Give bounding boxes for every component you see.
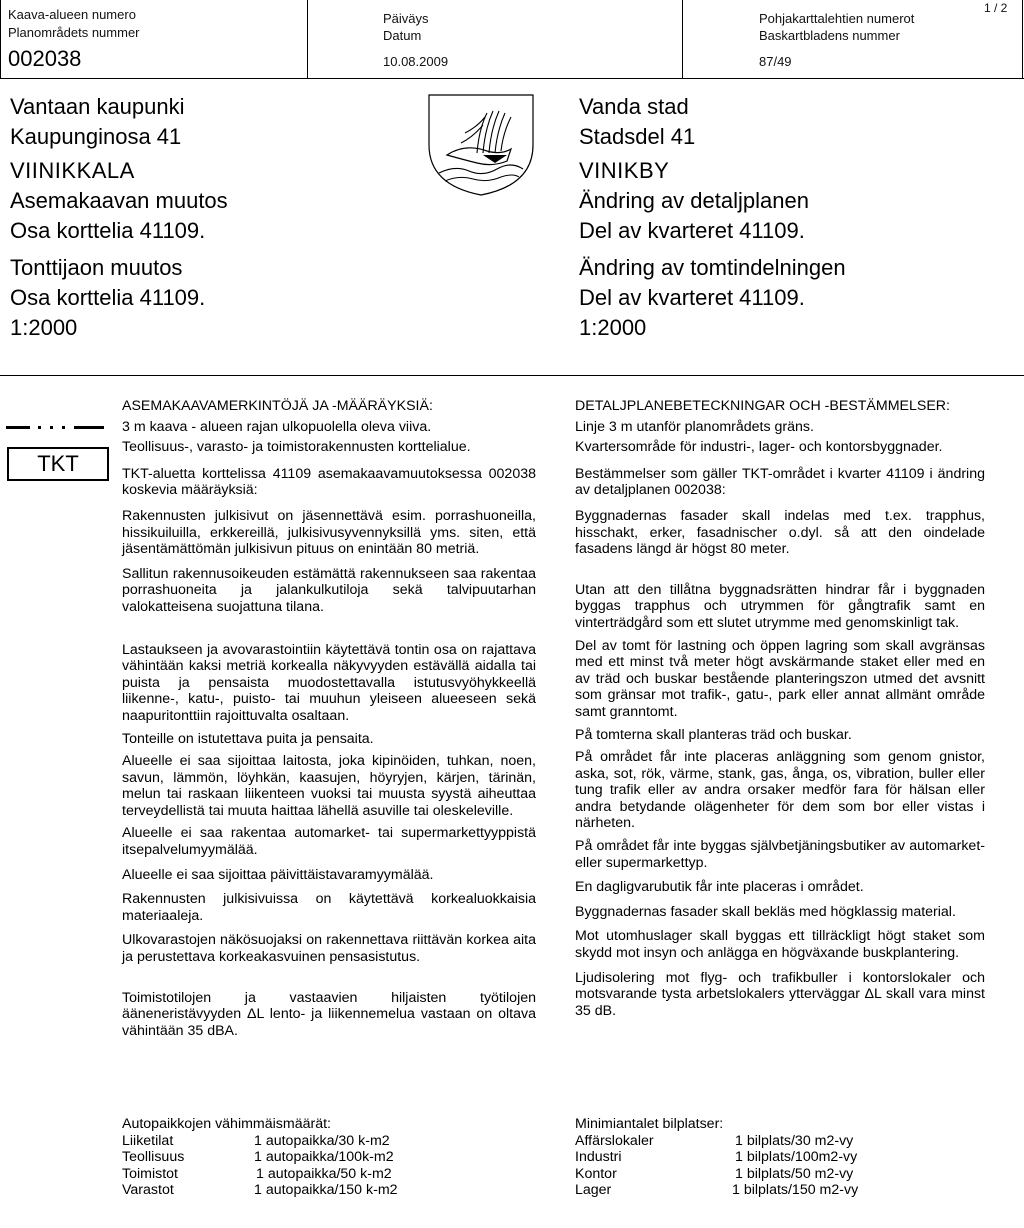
- date-label-fi: Päiväys: [383, 11, 429, 26]
- parking-row: [122, 1166, 536, 1183]
- area-number: 002038: [8, 46, 82, 71]
- rule-8-fi: Rakennusten julkisivuissa on käytettävä korkealuokkaisia materiaaleja.: [122, 891, 536, 924]
- parking-type: Toimistot: [122, 1165, 178, 1182]
- rule-10-fi: Toimistotilojen ja vastaavien hiljaisten työtilojen ääneneristävyyden ΔL lento- ja liikennemelua vastaan on oltava vähintään 35 dBA.: [122, 989, 536, 1039]
- title-block-sv: [579, 92, 846, 343]
- change2-sv: Ändring av tomtindelningen: [579, 255, 846, 280]
- tkt-rules-heading-sv: Bestämmelser som gäller TKT-området i kvarter 41109 i ändring av detaljplanen 002038:: [575, 465, 985, 499]
- district-sv: Stadsdel 41: [579, 124, 696, 149]
- rule-3-sv: Del av tomt för lastning och öppen lagring som skall avgränsas med ett minst två meter högt avskärmande staket eller med en av träd och buskar bestående planteringszon utmed det avsnitt som gränsar mot trafik-, gatu-, park eller annat allmänt område samt granntomt.: [575, 637, 985, 720]
- parking-row: [122, 1149, 536, 1166]
- parking-type: Teollisuus: [122, 1149, 185, 1166]
- parking-type: Varastot: [122, 1182, 174, 1199]
- parking-value: 1 bilplats/100m2-vy: [735, 1149, 858, 1166]
- rule-8-sv: Byggnadernas fasader skall bekläs med högklassig material.: [575, 903, 956, 920]
- area-number-label-sv: Planområdets nummer: [8, 25, 140, 40]
- parking-row: [575, 1166, 985, 1183]
- change1-part-sv: Del av kvarteret 41109.: [579, 218, 805, 243]
- rule-9-fi: Ulkovarastojen näkösuojaksi on rakennettava riittävän korkea aita ja perustettava korkeakasvuinen pensasistutus.: [122, 932, 536, 966]
- parking-row: [122, 1133, 536, 1150]
- parking-type: Lager: [575, 1182, 612, 1199]
- city-fi: Vantaan kaupunki: [10, 94, 185, 119]
- rule-6-fi: Alueelle ei saa rakentaa automarket- tai supermarkettyyppistä itsepalvelumyymälää.: [122, 825, 536, 859]
- rule-2-sv: Utan att den tillåtna byggnadsrätten hindrar får i byggnaden byggas trapphus och utrymmen för gångtrafik samt en vinterträdgård som ett slutet utrymme med genomskinligt tak.: [575, 581, 985, 631]
- tkt-definition-fi: Teollisuus-, varasto- ja toimistorakennusten korttelialue.: [122, 439, 471, 456]
- boundary-line-dot: [62, 426, 65, 429]
- header-border-right: [1022, 0, 1023, 78]
- header-divider: [682, 0, 683, 78]
- date: 10.08.2009: [383, 54, 449, 69]
- parking-row: [575, 1133, 985, 1150]
- header-divider: [307, 0, 308, 78]
- rule-7-fi: Alueelle ei saa sijoittaa päivittäistavaramyymälää.: [122, 866, 434, 883]
- parking-value: 1 bilplats/150 m2-vy: [732, 1182, 859, 1199]
- change1-sv: Ändring av detaljplanen: [579, 188, 809, 213]
- parking-row: [575, 1149, 985, 1166]
- regulations-fi: [122, 398, 536, 1045]
- parking-sv: [575, 1116, 985, 1199]
- parking-value: 1 autopaikka/150 k-m2: [254, 1182, 398, 1199]
- tkt-definition-sv: Kvartersområde för industri-, lager- och kontorsbyggnader.: [575, 439, 943, 456]
- line-definition-fi: 3 m kaava - alueen rajan ulkopuolella oleva viiva.: [122, 418, 432, 435]
- boundary-line-dot: [38, 426, 41, 429]
- header-bottom-rule: [0, 78, 1024, 79]
- page-number: 1 / 2: [984, 1, 1008, 15]
- header-border-left: [0, 0, 1, 78]
- change2-fi: Tonttijaon muutos: [10, 255, 183, 280]
- rule-4-sv: På tomterna skall planteras träd och buskar.: [575, 726, 852, 743]
- parking-heading-fi: Autopaikkojen vähimmäismäärät:: [122, 1116, 331, 1132]
- parking-value: 1 autopaikka/30 k-m2: [254, 1132, 390, 1149]
- rule-9-sv: Mot utomhuslager skall byggas ett tillräckligt högt staket som skydd mot insyn och anlägga en högväxande buskplantering.: [575, 928, 985, 962]
- rule-10-sv: Ljudisolering mot flyg- och trafikbuller i kontorslokaler och motsvarande tysta arbetslokalers ytterväggar ΔL skall vara minst 35 dB.: [575, 969, 985, 1019]
- scale-sv: 1:2000: [579, 315, 647, 340]
- parking-row: [122, 1182, 536, 1199]
- change2-part-fi: Osa korttelia 41109.: [10, 285, 206, 310]
- title-block-fi: [10, 92, 228, 343]
- parking-fi: [122, 1116, 536, 1199]
- tkt-symbol: TKT: [7, 447, 109, 481]
- parking-value: 1 bilplats/50 m2-vy: [735, 1165, 854, 1182]
- line-definition-sv: Linje 3 m utanför planområdets gräns.: [575, 418, 814, 435]
- rule-5-fi: Alueelle ei saa sijoittaa laitosta, joka kipinöiden, tuhkan, noen, savun, lämmön, löyhkän, kaasujen, höyryjen, kärjen, tärinän, melun tai raskaan liikenteen vuoksi tai muusta syystä aiheuttaa terveydellistä tai muuta haittaa lähellä asuville tai oleskeleville.: [122, 753, 536, 819]
- tkt-rules-heading-fi: TKT-aluetta korttelissa 41109 asemakaavamuutoksessa 002038 koskevia määräyksiä:: [122, 465, 536, 499]
- parking-row: [575, 1182, 985, 1199]
- rule-4-fi: Tonteille on istutettava puita ja pensaita.: [122, 730, 374, 747]
- date-label-sv: Datum: [383, 28, 422, 43]
- parking-type: Industri: [575, 1149, 622, 1166]
- rule-7-sv: En dagligvarubutik får inte placeras i området.: [575, 879, 864, 896]
- city-sv: Vanda stad: [579, 94, 689, 119]
- map-sheet-label-sv: Baskartbladens nummer: [759, 28, 900, 43]
- change2-part-sv: Del av kvarteret 41109.: [579, 285, 805, 310]
- regulations-sv: [575, 398, 985, 1025]
- district-fi: Kaupunginosa 41: [10, 124, 182, 149]
- boundary-line-symbol: [74, 426, 104, 429]
- area-name-fi: VIINIKKALA: [10, 158, 135, 183]
- boundary-line-symbol: [6, 426, 30, 429]
- title-bottom-rule: [0, 375, 1024, 376]
- map-sheet-label-fi: Pohjakarttalehtien numerot: [759, 11, 915, 26]
- change1-part-fi: Osa korttelia 41109.: [10, 218, 206, 243]
- parking-type: Affärslokaler: [575, 1132, 654, 1149]
- parking-type: Kontor: [575, 1165, 617, 1182]
- change1-fi: Asemakaavan muutos: [10, 188, 228, 213]
- rule-1-fi: Rakennusten julkisivut on jäsennettävä esim. porrashuoneilla, hissikuiluilla, erkkereillä, julkisivusyvennyksillä yms. siten, että jäsentämättömän julkisivun pituus on enintään 80 metriä.: [122, 507, 536, 558]
- rule-1-sv: Byggnadernas fasader skall indelas med t.ex. trapphus, hisschakt, erker, fasadnischer o.dyl. så att den oindelade fasadens längd är högst 80 meter.: [575, 507, 985, 558]
- parking-value: 1 autopaikka/100k-m2: [254, 1149, 394, 1166]
- parking-value: 1 autopaikka/50 k-m2: [256, 1165, 392, 1182]
- boundary-line-dot: [50, 426, 53, 429]
- scale-fi: 1:2000: [10, 315, 78, 340]
- parking-value: 1 bilplats/30 m2-vy: [735, 1132, 854, 1149]
- rule-2-fi: Sallitun rakennusoikeuden estämättä rakennukseen saa rakentaa porrashuoneita ja jalankulkutiloja sekä talvipuutarhan valokatteisena suojattuna tilana.: [122, 565, 536, 615]
- map-sheet: 87/49: [759, 54, 792, 69]
- parking-heading-sv: Minimiantalet bilplatser:: [575, 1116, 724, 1132]
- coat-of-arms-logo: [425, 93, 537, 197]
- parking-type: Liiketilat: [122, 1132, 174, 1149]
- rule-3-fi: Lastaukseen ja avovarastointiin käytettävä tontin osa on rajattava vähintään kaksi metriä korkealla näkyvyyden estävällä aidalla tai puista ja pensaista muodostettavalla istutusvyöhykkeellä liikenne-, katu-, puisto- tai muuhun yleiseen alueeseen sekä naapuritonttiin rajoittuvalta osaltaan.: [122, 641, 536, 724]
- heading-fi: ASEMAKAAVAMERKINTÖJÄ JA -MÄÄRÄYKSIÄ:: [122, 398, 433, 414]
- area-number-label-fi: Kaava-alueen numero: [8, 7, 136, 22]
- rule-6-sv: På området får inte byggas självbetjäningsbutiker av automarket- eller supermarkettyp.: [575, 838, 985, 871]
- area-name-sv: VINIKBY: [579, 158, 670, 183]
- rule-5-sv: På området får inte placeras anläggning som genom gnistor, aska, sot, rök, värme, stank, gas, ånga, os, vibration, buller eller tung trafik eller av andra orsaker medför fara för hälsan eller andra betydande olägenheter för dem som bor eller vistas i närheten.: [575, 749, 985, 832]
- heading-sv: DETALJPLANEBETECKNINGAR OCH -BESTÄMMELSER:: [575, 398, 950, 414]
